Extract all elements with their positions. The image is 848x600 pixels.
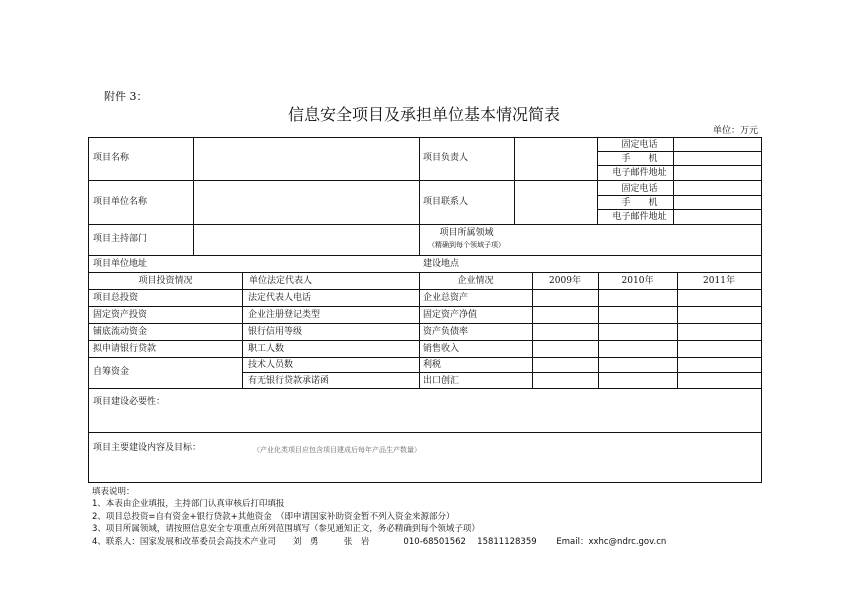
enterprise-row: 资产负债率	[423, 327, 469, 337]
rule	[89, 272, 761, 273]
rule	[242, 272, 243, 388]
note-item: 4、联系人：国家发展和改革委员会高技术产业司 刘 勇 张 岩 010-68501562 15811128359 Email：xxhc@ndrc.gov.cn	[92, 536, 667, 547]
rule	[419, 272, 420, 388]
investment-section-header: 项目投资情况	[138, 276, 193, 286]
project-leader-label: 项目负责人	[423, 153, 469, 163]
rule	[89, 357, 761, 358]
info-table	[88, 137, 762, 483]
rule	[242, 372, 761, 373]
note-item: 3、项目所属领域，请按照信息安全专项重点所列范围填写（参见通知正文，务必精确到每个领域子项）	[92, 524, 480, 535]
attachment-label: 附件 3：	[104, 90, 148, 103]
rule	[89, 306, 761, 307]
content-note: （产业化类项目应包含项目建成后每年产品生产数量）	[253, 446, 421, 454]
rule	[597, 151, 762, 152]
rule	[89, 180, 761, 181]
notes-heading: 填表说明：	[92, 487, 135, 497]
build-location-label: 建设地点	[423, 259, 460, 269]
project-field-label: 项目所属领域	[439, 228, 494, 238]
fill-instructions	[92, 486, 666, 548]
project-dept-label: 项目主持部门	[93, 234, 148, 244]
investment-row: 铺底流动资金	[93, 327, 148, 337]
year-2009: 2009年	[549, 276, 581, 286]
rule	[677, 272, 678, 388]
unit-label: 单位：万元	[712, 126, 758, 136]
year-2010: 2010年	[621, 276, 654, 286]
page-title: 信息安全项目及承担单位基本情况简表	[287, 105, 560, 124]
necessity-label: 项目建设必要性：	[93, 397, 166, 407]
legal-row: 法定代表人电话	[248, 293, 312, 303]
legal-row: 银行信用等级	[248, 327, 303, 337]
rule	[89, 289, 761, 290]
rule	[89, 255, 761, 256]
rule	[89, 388, 761, 389]
mobile-label: 手 机	[621, 154, 658, 164]
project-contact-label: 项目联系人	[423, 197, 469, 207]
rule	[514, 138, 515, 224]
investment-row: 项目总投资	[93, 293, 139, 303]
enterprise-section-header: 企业情况	[457, 276, 494, 286]
investment-row: 固定资产投资	[93, 310, 148, 320]
project-unit-name-label: 项目单位名称	[93, 197, 148, 207]
enterprise-row: 销售收入	[423, 344, 460, 354]
rule	[597, 165, 762, 166]
rule	[89, 224, 761, 225]
legal-row: 企业注册登记类型	[248, 310, 321, 320]
enterprise-row: 利税	[423, 360, 442, 370]
phone-label: 固定电话	[621, 184, 658, 194]
rule	[89, 432, 761, 433]
enterprise-row: 固定资产净值	[423, 310, 478, 320]
phone-label: 固定电话	[621, 140, 658, 150]
year-2011: 2011年	[703, 276, 735, 286]
enterprise-row: 企业总资产	[423, 293, 469, 303]
email-label: 电子邮件地址	[612, 212, 667, 222]
rule	[532, 272, 533, 388]
rule	[89, 340, 761, 341]
enterprise-row: 出口创汇	[423, 376, 460, 386]
content-label: 项目主要建设内容及目标：	[93, 443, 202, 453]
rule	[598, 272, 599, 388]
note-item: 2、项目总投资=自有资金+银行贷款+其他资金 （即申请国家补助资金暂不列入资金来源部分）	[92, 511, 455, 522]
project-field-note: （精确到每个领域子项）	[428, 241, 505, 249]
legal-row: 有无银行贷款承诺函	[248, 376, 330, 386]
legal-row: 职工人数	[248, 344, 285, 354]
legal-row: 技术人员数	[248, 360, 294, 370]
rule	[597, 209, 762, 210]
rule	[89, 323, 761, 324]
legal-rep-section-header: 单位法定代表人	[249, 276, 313, 286]
investment-row: 自筹资金	[93, 367, 130, 377]
note-item: 1、本表由企业填报，主持部门认真审核后打印填报	[92, 499, 285, 510]
project-name-label: 项目名称	[93, 153, 130, 163]
email-label: 电子邮件地址	[612, 168, 667, 178]
rule	[193, 138, 194, 255]
rule	[597, 195, 762, 196]
mobile-label: 手 机	[621, 198, 658, 208]
investment-row: 拟申请银行贷款	[93, 344, 157, 354]
project-unit-address-label: 项目单位地址	[93, 259, 148, 269]
